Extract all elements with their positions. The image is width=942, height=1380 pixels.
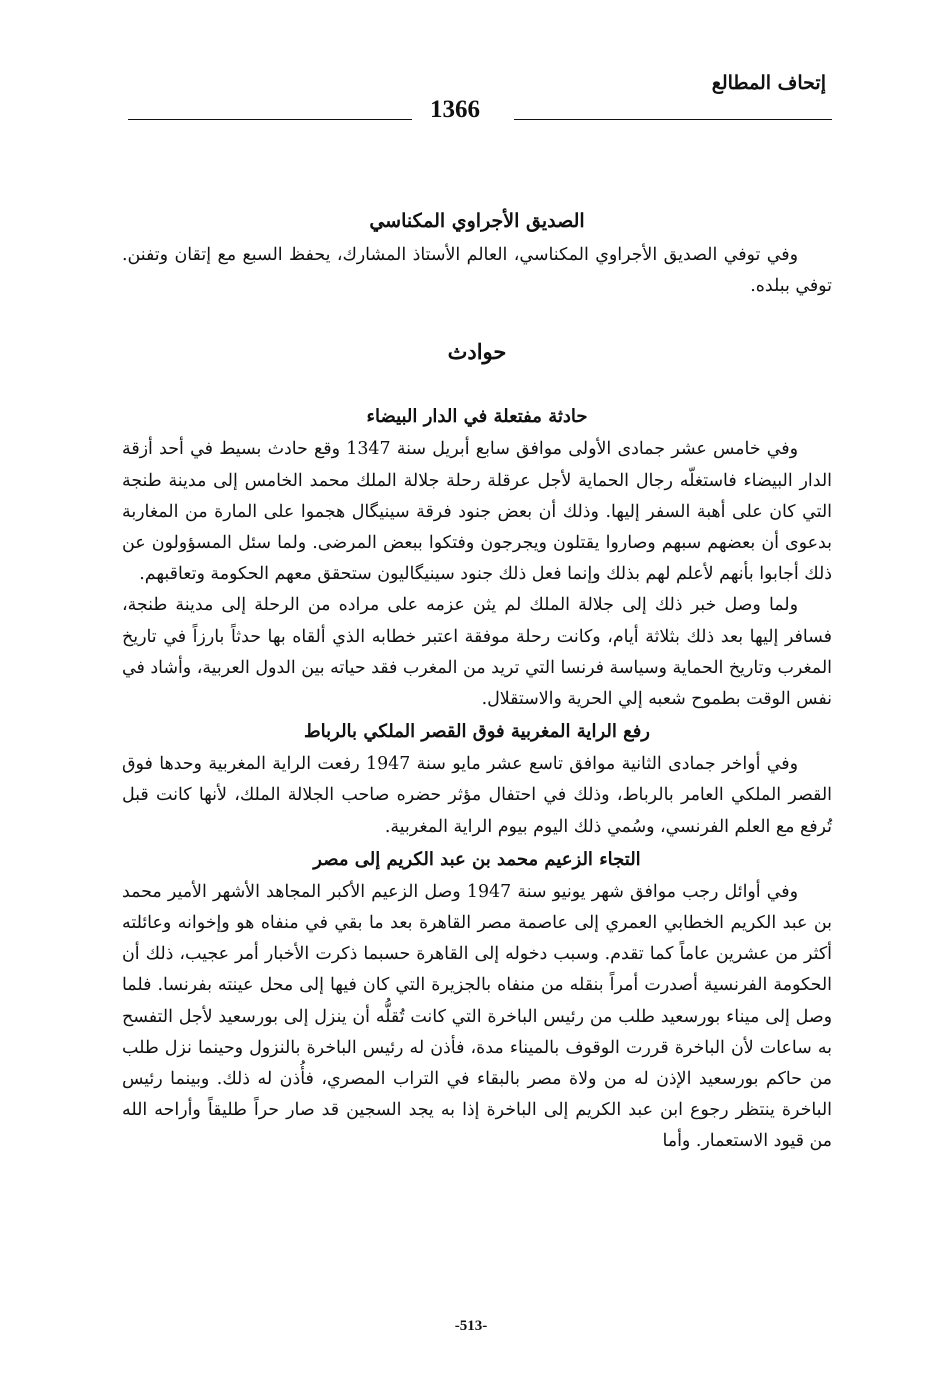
body-text <box>122 196 832 1158</box>
event-paragraph: وفي أوائل رجب موافق شهر يونيو سنة 1947 وصل الزعيم الأكبر المجاهد الأشهر الأمير محمد بن عبد الكريم الخطابي العمري إلى عاصمة مصر القاهرة بعد ما بقي في منفاه هو وإخوانه وعائلته أكثر من عشرين عاماً كما تقدم. وسبب دخوله إلى القاهرة حسبما ذكرت الأخبار أمر عجيب، ذلك أن الحكومة الفرنسية أصدرت أمراً بنقله من منفاه بالجزيرة التي كان فيها إلى محل عينته بفرنسا. فلما وصل إلى ميناء بورسعيد طلب من رئيس الباخرة التي كانت تُقلُّه أن ينزل إلى بورسعيد لأجل التفسح به ساعات لأن الباخرة قررت الوقوف بالميناء مدة، فأذن له رئيس الباخرة بالنزول وحينما نزل طلب من حاكم بورسعيد الإذن له من ولاة مصر بالبقاء في التراب المصري، فأُذن له ذلك. وبينما رئيس الباخرة ينتظر رجوع ابن عبد الكريم إلى الباخرة إذا به يجد السجين قد صار حراً طليقاً وأراحه الله من قيود الاستعمار. وأما <box>122 881 832 1152</box>
year-heading: 1366 <box>430 96 480 123</box>
page-number: -513- <box>454 1318 488 1334</box>
event-paragraph: وفي أواخر جمادى الثانية موافق تاسع عشر مايو سنة 1947 رفعت الراية المغربية وحدها فوق القصر الملكي العامر بالرباط، وذلك في احتفال مؤثر حضره صاحب الجلالة الملك، لأنها كانت قبل تُرفع مع العلم الفرنسي، وسُمي ذلك اليوم بيوم الراية المغربية. <box>122 754 832 837</box>
year-header <box>120 96 832 130</box>
section-heading-events: حوادث <box>447 339 507 365</box>
header-rule-left <box>128 119 412 120</box>
event-heading-casablanca: حادثة مفتعلة في الدار البيضاء <box>366 406 588 428</box>
running-title: إتحاف المطالع <box>711 72 826 94</box>
person-paragraph: وفي توفي الصديق الأجراوي المكناسي، العالم الأستاذ المشارك، يحفظ السبع مع إتقان وتفنن. توفي ببلده. <box>122 245 832 297</box>
event-heading-abdelkrim: التجاء الزعيم محمد بن عبد الكريم إلى مصر <box>313 848 641 870</box>
event-heading-flag: رفع الراية المغربية فوق القصر الملكي بالرباط <box>304 721 650 743</box>
event-paragraph: ولما وصل خبر ذلك إلى جلالة الملك لم يثن عزمه على مراده من الرحلة إلى مدينة طنجة، فسافر إليها بعد ذلك بثلاثة أيام، وكانت رحلة موفقة اعتبر خطابه الذي ألقاه بها حدثاً بارزاً في تاريخ المغرب وتاريخ الحماية وسياسة فرنسا التي تريد من المغرب فقد حياته بين الدول العربية، وأشاد في نفس الوقت بطموح شعبه إلي الحرية والاستقلال. <box>122 595 832 710</box>
person-heading: الصديق الأجراوي المكناسي <box>369 210 585 232</box>
header-rule-right <box>514 119 832 120</box>
event-paragraph: وفي خامس عشر جمادى الأولى موافق سابع أبريل سنة 1347 وقع حادث بسيط في أحد أزقة الدار البيضاء فاستغلّه رجال الحماية لأجل عرقلة رحلة جلالة الملك محمد الخامس إلى مدينة طنجة التي كان على أهبة السفر إليها. وذلك أن بعض جنود فرقة سينيگال هجموا على المارة من المغاربة بدعوى أن بعضهم سبهم وصاروا يقتلون ويجرجون وفتكوا ببعض المرضى. ولما سئل المسؤولون عن ذلك أجابوا بأنهم لأعلم لهم بذلك وإنما فعل ذلك جنود سينيگاليون ستحقق معهم الحكومة وتعاقبهم. <box>122 439 832 585</box>
